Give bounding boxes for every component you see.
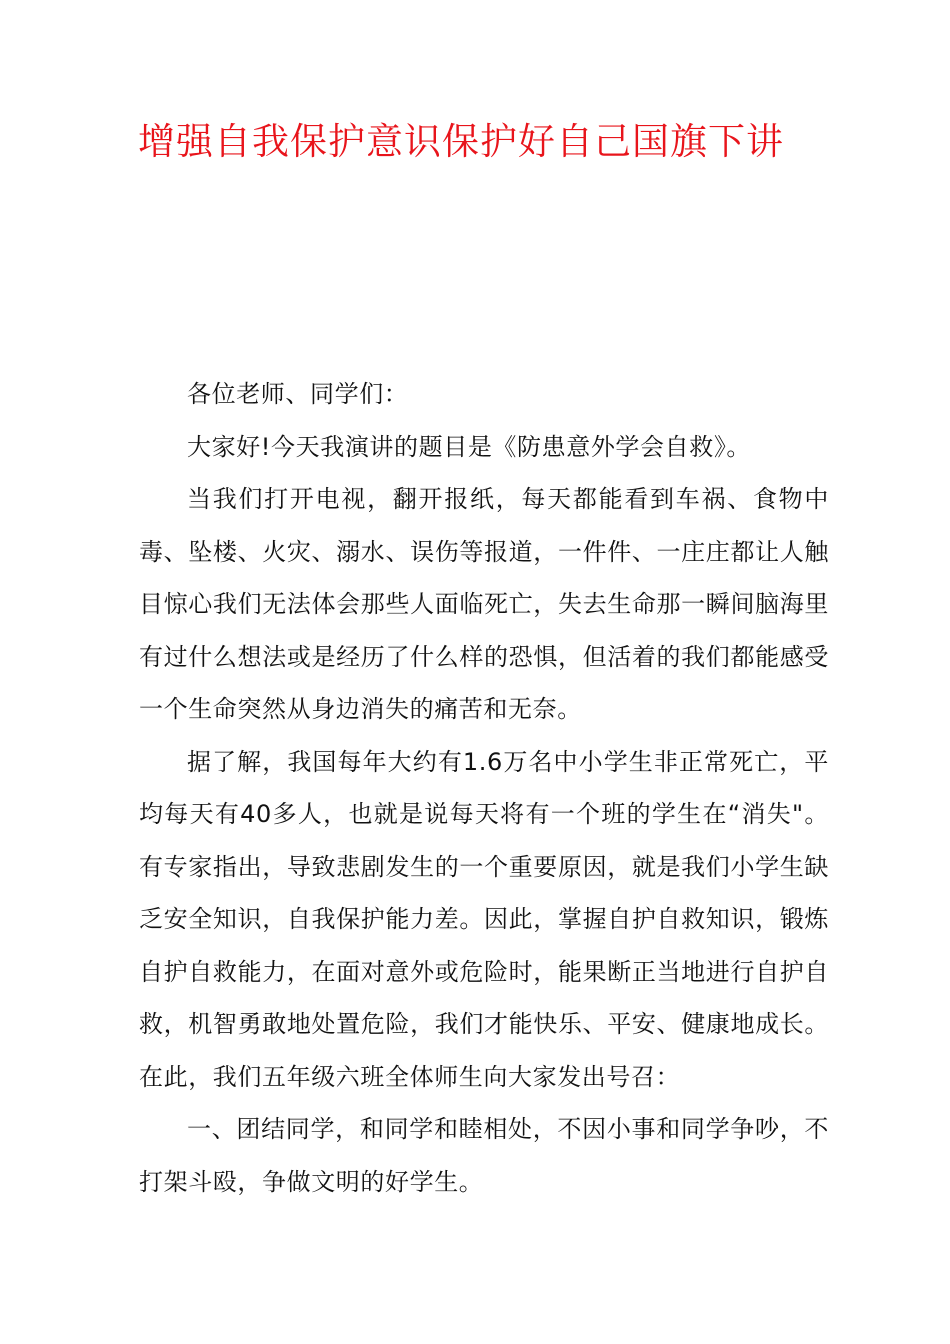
paragraph-news: 当我们打开电视，翻开报纸，每天都能看到车祸、食物中毒、坠楼、火灾、溺水、误伤等报道，一件件、一庄庄都让人触目惊心我们无法体会那些人面临死亡，失去生命那一瞬间脑海里有过什么想法或是经历了什么样的恐惧，但活着的我们都能感受一个生命突然从身边消失的痛苦和无奈。 bbox=[139, 485, 829, 723]
paragraph-statistics: 据了解，我国每年大约有1.6万名中小学生非正常死亡，平均每天有40多人，也就是说每天将有一个班的学生在“消失"。有专家指出，导致悲剧发生的一个重要原因，就是我们小学生缺乏安全知识，自我保护能力差。因此，掌握自护自救知识，锻炼自护自救能力，在面对意外或危险时，能果断正当地进行自护自救，机智勇敢地处置危险，我们才能快乐、平安、健康地成长。在此，我们五年级六班全体师生向大家发出号召： bbox=[139, 747, 829, 1091]
paragraph-topic: 大家好!今天我演讲的题目是《防患意外学会自救》。 bbox=[187, 432, 752, 461]
document-body bbox=[139, 368, 829, 1208]
paragraph-point-one: 一、团结同学，和同学和睦相处，不因小事和同学争吵，不打架斗殴，争做文明的好学生。 bbox=[139, 1115, 829, 1196]
paragraph-greeting: 各位老师、同学们： bbox=[187, 380, 409, 408]
document-title: 增强自我保护意识保护好自己国旗下讲 bbox=[138, 120, 784, 163]
